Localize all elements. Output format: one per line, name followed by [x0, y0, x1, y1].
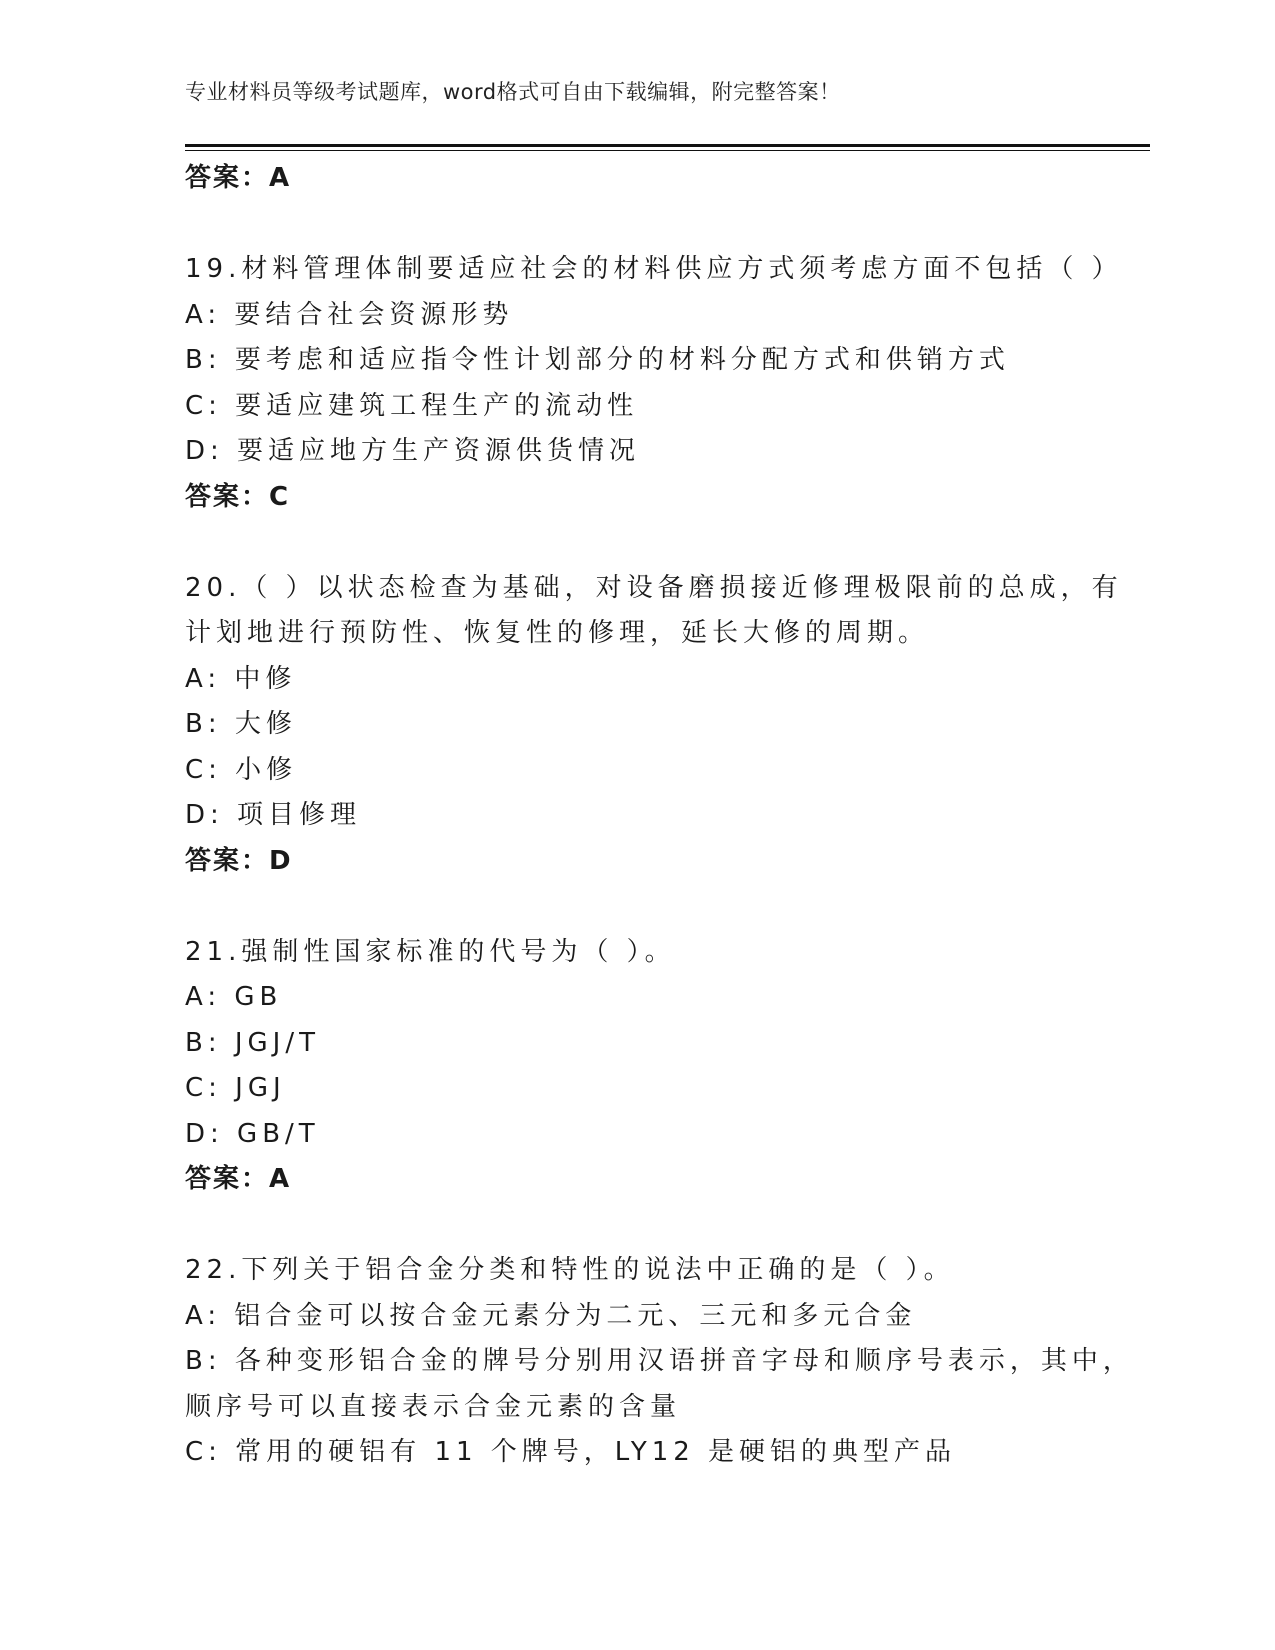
text-line: 19.材料管理体制要适应社会的材料供应方式须考虑方面不包括（ ）	[185, 254, 1123, 284]
answer-line: 答案：C	[185, 481, 291, 512]
text-line: D: 项目修理	[185, 800, 362, 830]
text-line: C: 小修	[185, 754, 298, 785]
text-line: D: 要适应地方生产资源供货情况	[185, 436, 641, 466]
text-line: C: 要适应建筑工程生产的流动性	[185, 390, 639, 421]
text-line: D: GB/T	[185, 1118, 320, 1149]
text-line: 计划地进行预防性、恢复性的修理，延长大修的周期。	[185, 618, 930, 648]
text-line: C: 常用的硬铝有 11 个牌号，LY12 是硬铝的典型产品	[185, 1437, 957, 1467]
answer-line: 答案：D	[185, 845, 293, 876]
answer-line: 答案：A	[185, 1164, 292, 1194]
text-line: A: 中修	[185, 663, 297, 694]
text-line: B: 要考虑和适应指令性计划部分的材料分配方式和供销方式	[185, 345, 1010, 375]
header-rule-thick	[185, 144, 1150, 147]
text-line: 20.（ ）以状态检查为基础，对设备磨损接近修理极限前的总成，有	[185, 572, 1123, 603]
text-line: A: GB	[185, 982, 283, 1012]
blank-line	[185, 202, 1085, 248]
text-line: C: JGJ	[185, 1073, 286, 1103]
text-line: 顺序号可以直接表示合金元素的含量	[185, 1391, 682, 1422]
text-line: B: JGJ/T	[185, 1027, 320, 1058]
text-line: 21.强制性国家标准的代号为（ ）。	[185, 936, 676, 967]
header-rule-thin	[185, 150, 1150, 151]
text-line: B: 大修	[185, 709, 297, 739]
text-line: A: 铝合金可以按合金元素分为二元、三元和多元合金	[185, 1300, 917, 1331]
text-line: 22.下列关于铝合金分类和特性的说法中正确的是（ ）。	[185, 1255, 955, 1285]
document-body	[185, 156, 1134, 1476]
blank-line	[185, 1203, 1085, 1249]
answer-line: 答案：A	[185, 163, 292, 193]
blank-line	[185, 520, 1085, 566]
text-line: A: 要结合社会资源形势	[185, 299, 514, 330]
text-line: B: 各种变形铝合金的牌号分别用汉语拼音字母和顺序号表示，其中，	[185, 1346, 1134, 1376]
blank-line	[185, 884, 1085, 930]
page-header: 专业材料员等级考试题库，word格式可自由下载编辑，附完整答案！	[185, 80, 841, 104]
